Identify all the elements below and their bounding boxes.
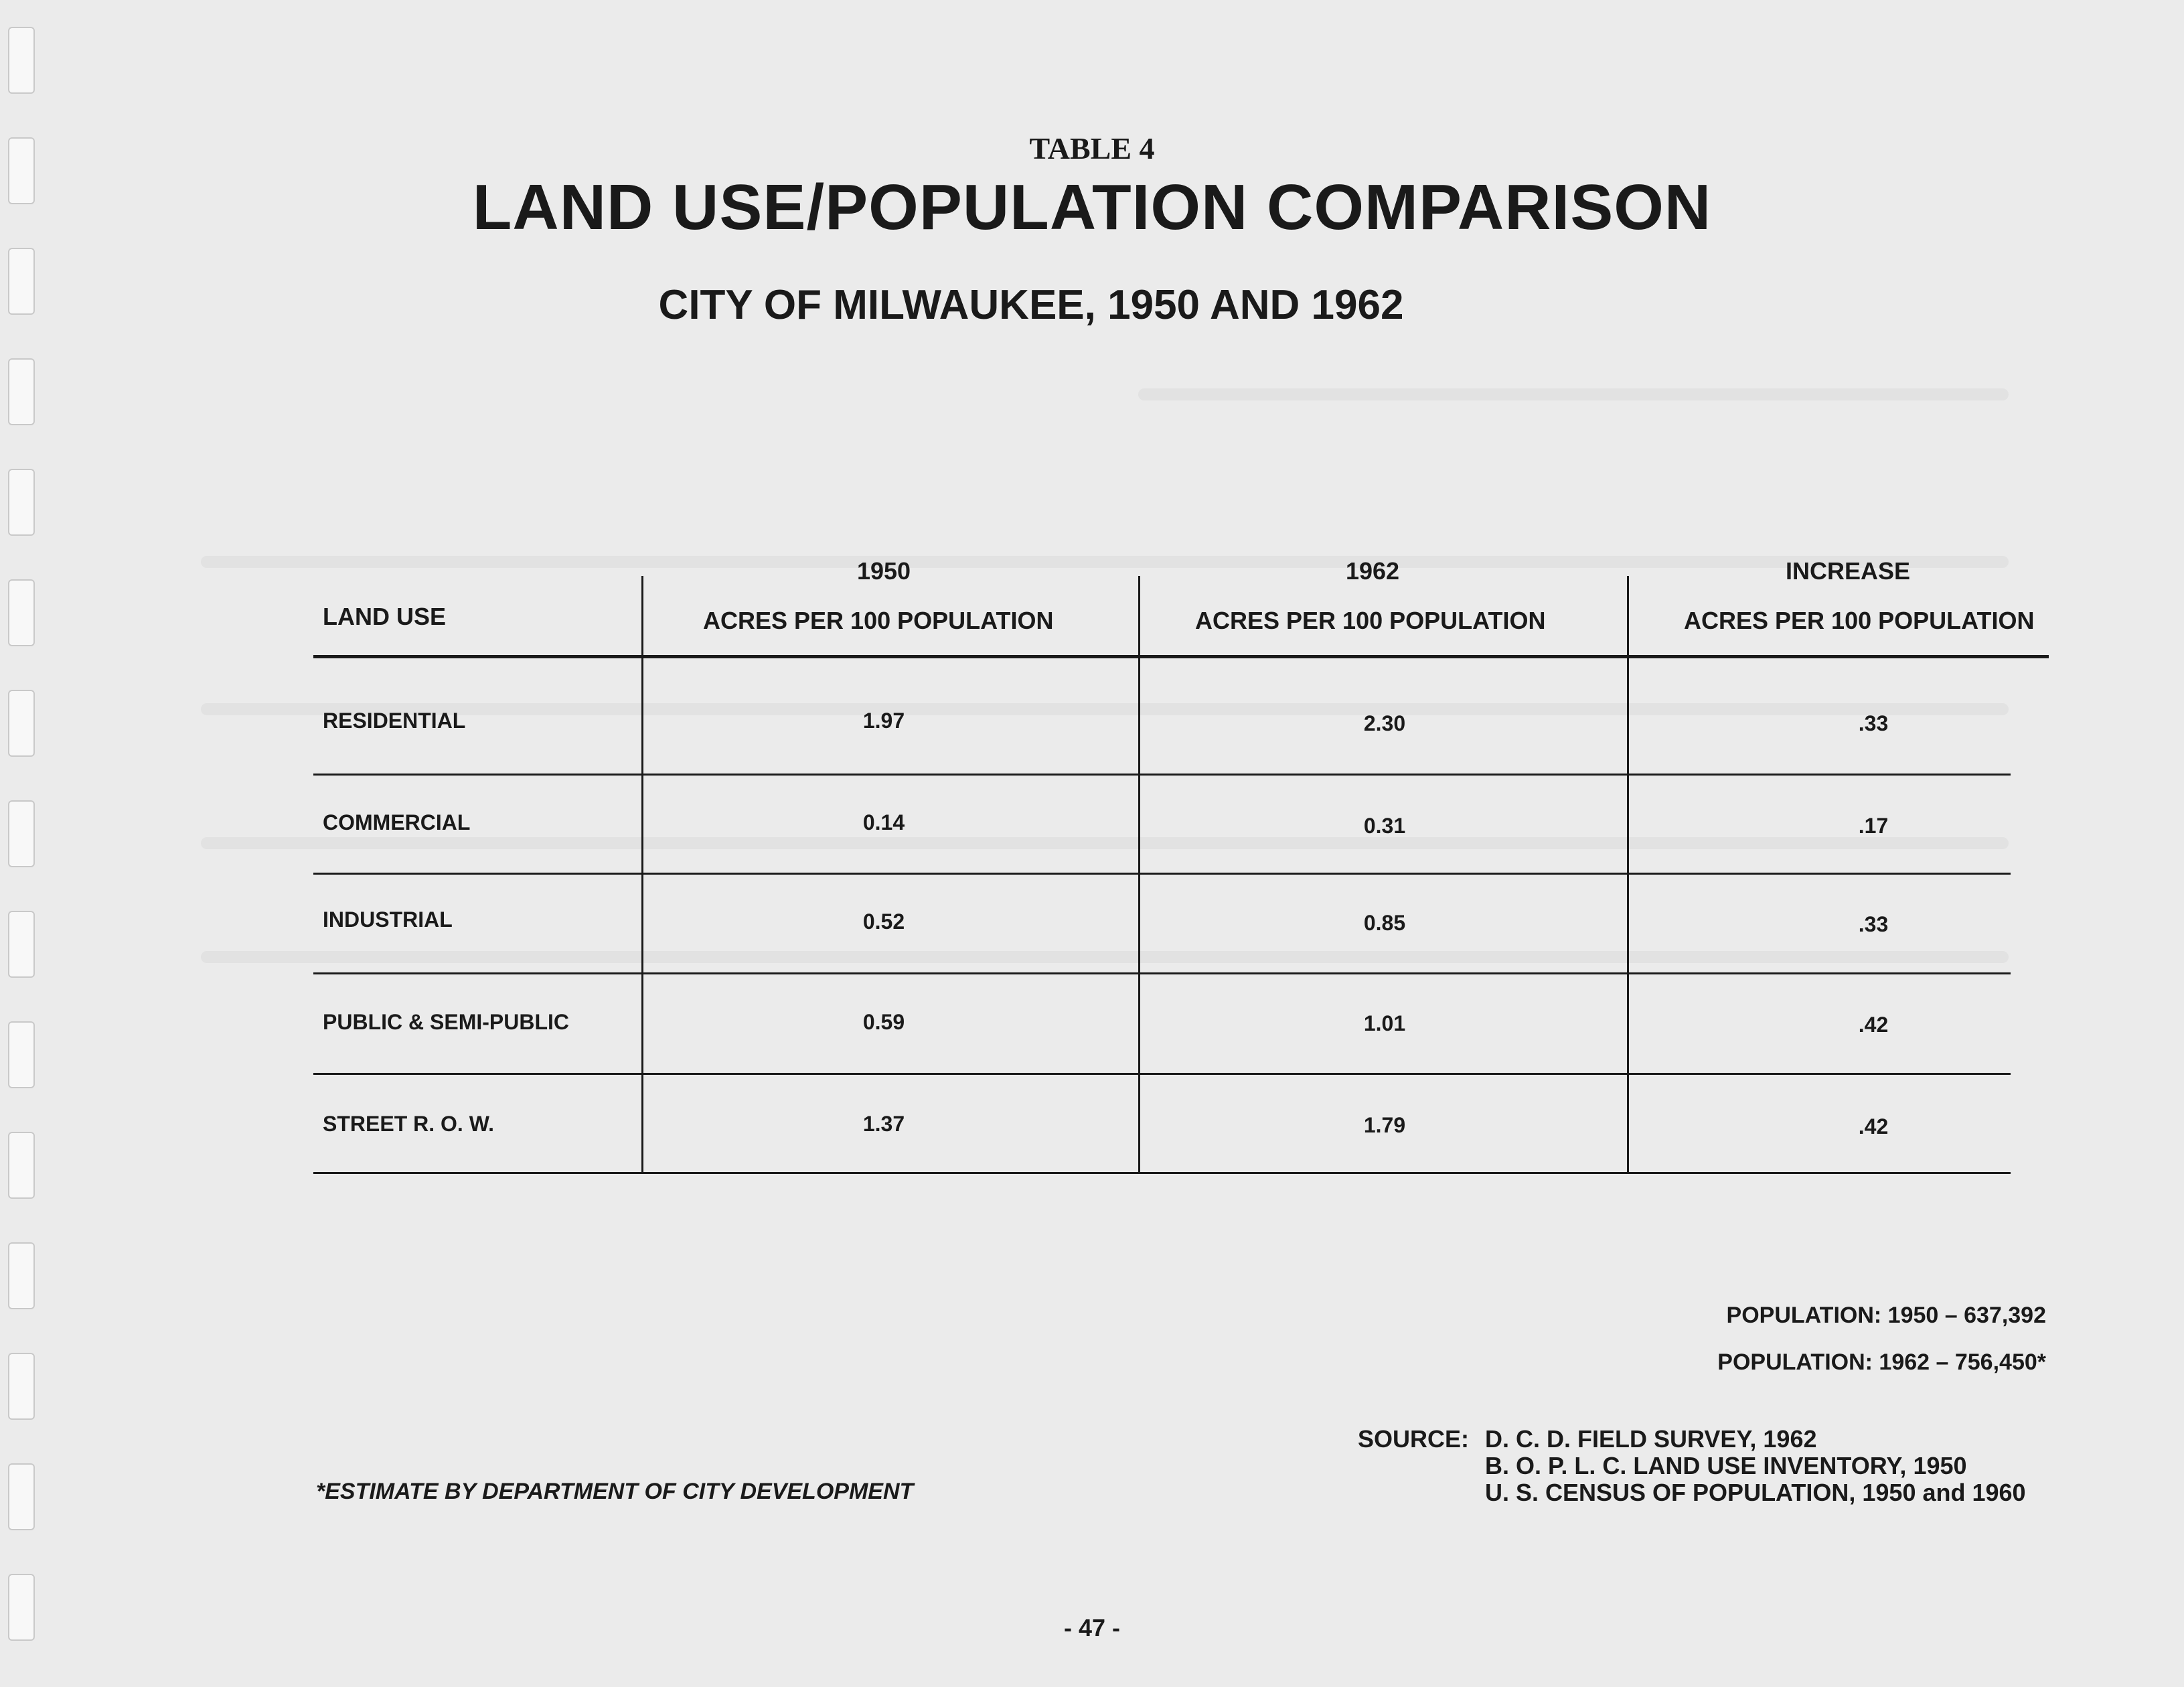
row-divider (313, 774, 2011, 776)
land-use-cell: PUBLIC & SEMI-PUBLIC (323, 1010, 569, 1034)
page-subtitle: CITY OF MILWAUKEE, 1950 AND 1962 (658, 282, 1404, 328)
source-label: SOURCE: (1358, 1425, 1470, 1453)
binder-hole (8, 469, 35, 536)
land-use-cell: COMMERCIAL (323, 810, 471, 834)
value-1950-cell: 1.37 (862, 1112, 905, 1136)
land-use-cell: INDUSTRIAL (323, 907, 453, 932)
row-divider (313, 1073, 2011, 1075)
increase-cell: .17 (1858, 814, 1889, 838)
land-use-cell: STREET R. O. W. (323, 1112, 495, 1136)
value-1950-cell: 0.52 (862, 909, 905, 934)
bleed-through-texture (1138, 388, 2009, 400)
source-line: U. S. CENSUS OF POPULATION, 1950 and 1960 (1485, 1479, 2026, 1506)
table-bottom-rule (313, 1172, 2011, 1174)
page-number: - 47 - (1063, 1614, 1121, 1641)
column-header-increase-unit: ACRES PER 100 POPULATION (1684, 607, 2035, 634)
binder-hole (8, 1242, 35, 1309)
column-divider (1627, 576, 1629, 1174)
value-1962-cell: 1.79 (1363, 1113, 1406, 1137)
row-divider (313, 972, 2011, 974)
population-1950: POPULATION: 1950 – 637,392 (1726, 1303, 2046, 1328)
land-use-cell: RESIDENTIAL (323, 709, 466, 733)
column-divider (641, 576, 643, 1174)
table-header-rule (313, 655, 2049, 658)
increase-cell: .42 (1858, 1114, 1889, 1139)
footnote: *ESTIMATE BY DEPARTMENT OF CITY DEVELOPMENT (316, 1479, 914, 1504)
binder-hole (8, 911, 35, 978)
value-1950-cell: 1.97 (862, 709, 905, 733)
value-1950-cell: 0.14 (862, 810, 905, 834)
column-header-1962-year: 1962 (1345, 557, 1400, 585)
bleed-through-texture (201, 556, 2009, 568)
binder-hole (8, 1463, 35, 1530)
page-title: LAND USE/POPULATION COMPARISON (472, 171, 1712, 243)
binder-hole (8, 800, 35, 867)
table-number: TABLE 4 (1029, 131, 1155, 165)
binder-hole (8, 358, 35, 425)
source-line: D. C. D. FIELD SURVEY, 1962 (1485, 1425, 1817, 1453)
column-divider (1138, 576, 1140, 1174)
value-1962-cell: 1.01 (1363, 1011, 1406, 1035)
increase-cell: .33 (1858, 711, 1889, 735)
bleed-through-texture (201, 703, 2009, 715)
column-header-1962-unit: ACRES PER 100 POPULATION (1195, 607, 1546, 634)
binder-hole (8, 1021, 35, 1088)
binder-hole (8, 1353, 35, 1420)
bleed-through-texture (201, 951, 2009, 963)
population-1962: POPULATION: 1962 – 756,450* (1717, 1349, 2046, 1375)
value-1962-cell: 0.31 (1363, 814, 1406, 838)
increase-cell: .33 (1858, 912, 1889, 936)
binder-hole (8, 27, 35, 94)
increase-cell: .42 (1858, 1013, 1889, 1037)
column-header-increase: INCREASE (1785, 557, 1911, 585)
source-line: B. O. P. L. C. LAND USE INVENTORY, 1950 (1485, 1452, 1967, 1479)
column-header-1950-unit: ACRES PER 100 POPULATION (703, 607, 1054, 634)
value-1962-cell: 2.30 (1363, 711, 1406, 735)
bleed-through-texture (201, 837, 2009, 849)
row-divider (313, 873, 2011, 875)
column-header-land-use: LAND USE (323, 603, 447, 630)
value-1962-cell: 0.85 (1363, 911, 1406, 935)
binder-hole (8, 1132, 35, 1199)
binder-hole (8, 690, 35, 757)
value-1950-cell: 0.59 (862, 1010, 905, 1034)
binder-hole (8, 579, 35, 646)
column-header-1950-year: 1950 (856, 557, 911, 585)
